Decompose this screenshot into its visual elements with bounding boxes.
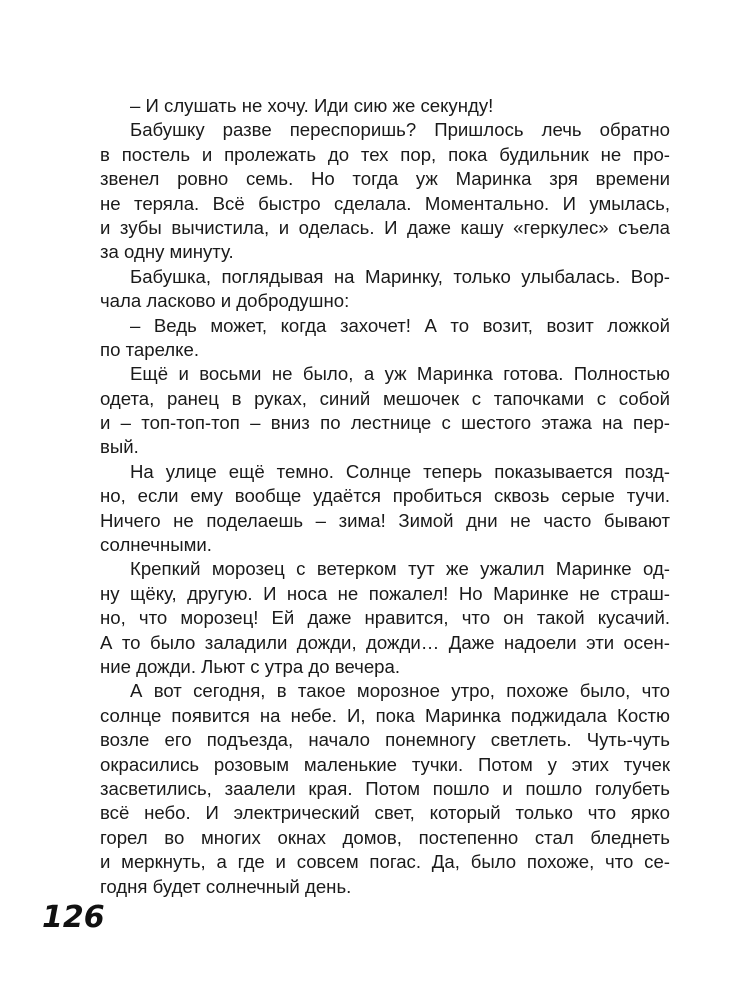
text-line: ну щёку, другую. И носа не пожалел! Но Маринке не страш- <box>100 582 670 604</box>
text-line: одета, ранец в руках, синий мешочек с тапочками с собой <box>100 387 670 409</box>
text-line: А то было заладили дожди, дожди… Даже надоели эти осен- <box>100 631 670 653</box>
paragraph <box>100 460 670 558</box>
body-text <box>100 94 670 899</box>
text-line: Бабушку разве переспоришь? Пришлось лечь обратно <box>130 119 670 141</box>
text-line: но, если ему вообще удаётся пробиться сквозь серые тучи. <box>100 485 670 507</box>
text-line: возле его подъезда, начало понемногу светлеть. Чуть-чуть <box>100 729 670 751</box>
paragraph <box>100 679 670 899</box>
text-line: солнце появится на небе. И, пока Маринка поджидала Костю <box>100 704 670 726</box>
paragraph <box>100 362 670 460</box>
text-line: и меркнуть, а где и совсем погас. Да, было похоже, что се- <box>100 851 670 873</box>
paragraph <box>100 557 670 679</box>
paragraph <box>100 94 670 118</box>
text-line: ние дожди. Льют с утра до вечера. <box>100 655 401 677</box>
text-line: – И слушать не хочу. Иди сию же секунду! <box>130 95 494 116</box>
text-line: солнечными. <box>100 534 212 556</box>
text-line: А вот сегодня, в такое морозное утро, похоже было, что <box>130 680 670 702</box>
text-line: чала ласково и добродушно: <box>100 290 350 312</box>
text-line: за одну минуту. <box>100 241 234 263</box>
text-line: и – топ-топ-топ – вниз по лестнице с шестого этажа на пер- <box>100 412 670 434</box>
text-line: и зубы вычистила, и оделась. И даже кашу «геркулес» съела <box>100 216 670 238</box>
text-line: окрасились розовым маленькие тучки. Потом у этих тучек <box>100 753 670 775</box>
text-line: горел во многих окнах домов, постепенно стал бледнеть <box>100 826 670 848</box>
text-line: по тарелке. <box>100 338 199 360</box>
text-line: Бабушка, поглядывая на Маринку, только улыбалась. Вор- <box>130 265 670 287</box>
paragraph <box>100 314 670 363</box>
paragraph <box>100 265 670 314</box>
text-line: не теряла. Всё быстро сделала. Моментально. И умылась, <box>100 192 670 214</box>
text-line: Ничего не поделаешь – зима! Зимой дни не часто бывают <box>100 509 670 531</box>
text-line: звенел ровно семь. Но тогда уж Маринка зря времени <box>100 168 670 190</box>
text-line: но, что морозец! Ей даже нравится, что он такой кусачий. <box>100 607 670 629</box>
text-line: засветились, заалели края. Потом пошло и пошло голубеть <box>100 777 670 799</box>
text-line: годня будет солнечный день. <box>100 875 352 897</box>
text-line: Крепкий морозец с ветерком тут же ужалил Маринке од- <box>130 558 670 580</box>
text-line: – Ведь может, когда захочет! А то возит, возит ложкой <box>130 314 670 336</box>
text-line: в постель и пролежать до тех пор, пока будильник не про- <box>100 143 670 165</box>
text-line: На улице ещё темно. Солнце теперь показывается позд- <box>130 460 670 482</box>
page-number: 126 <box>42 900 105 935</box>
paragraph <box>100 118 670 264</box>
text-line: всё небо. И электрический свет, который только что ярко <box>100 802 670 824</box>
text-line: Ещё и восьми не было, а уж Маринка готова. Полностью <box>130 363 670 385</box>
text-line: вый. <box>100 436 139 458</box>
